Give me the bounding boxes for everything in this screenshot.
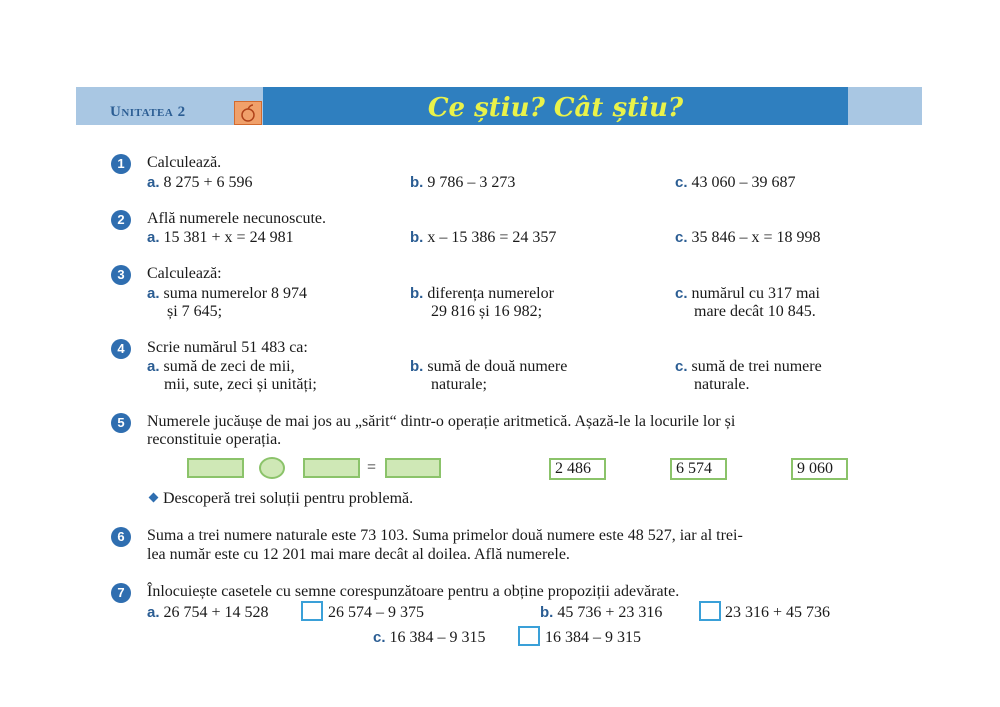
ex4-item-c-cont: naturale. (694, 376, 750, 393)
ex7-item-a-right: 26 574 – 9 375 (328, 604, 424, 621)
ex1-item-a: a. 8 275 + 6 596 (147, 174, 253, 191)
ex4-item-c: c. sumă de trei numere (675, 358, 822, 375)
page-title: Ce știu? Cât știu? (427, 93, 684, 123)
ex6-text-line2: lea număr este cu 12 201 mai mare decât al doilea. Află numerele. (147, 546, 570, 563)
bullet-diamond-icon (149, 493, 159, 503)
number-tile-3[interactable]: 9 060 (791, 458, 848, 480)
ex7-answer-box-c[interactable] (518, 626, 540, 646)
number-tile-2[interactable]: 6 574 (670, 458, 727, 480)
exercise-number-1: 1 (111, 154, 131, 174)
ex7-item-b-left: b. 45 736 + 23 316 (540, 604, 663, 621)
ex3-item-a-cont: și 7 645; (167, 303, 223, 320)
ex3-item-b-cont: 29 816 și 16 982; (431, 303, 543, 320)
exercise-number-4: 4 (111, 339, 131, 359)
ex2-item-c: c. 35 846 – x = 18 998 (675, 229, 821, 246)
operator-slot[interactable] (259, 457, 285, 479)
ex1-item-c: c. 43 060 – 39 687 (675, 174, 796, 191)
ex7-item-a-left: a. 26 754 + 14 528 (147, 604, 269, 621)
exercise-number-3: 3 (111, 265, 131, 285)
ex5-text-line2: reconstituie operația. (147, 431, 282, 448)
exercise-number-2: 2 (111, 210, 131, 230)
equals-sign: = (367, 459, 377, 476)
ex4-item-a-cont: mii, sute, zeci și unități; (164, 376, 317, 393)
operand-slot-1[interactable] (187, 458, 244, 478)
ex4-item-b: b. sumă de două numere (410, 358, 568, 375)
exercise-number-6: 6 (111, 527, 131, 547)
apple-icon (234, 101, 262, 125)
ex3-item-b: b. diferența numerelor (410, 285, 554, 302)
ex2-instruction: Află numerele necunoscute. (147, 210, 327, 227)
ex3-item-c-cont: mare decât 10 845. (694, 303, 816, 320)
ex3-item-a: a. suma numerelor 8 974 (147, 285, 308, 302)
ex7-item-b-right: 23 316 + 45 736 (725, 604, 831, 621)
result-slot[interactable] (385, 458, 441, 478)
ex3-instruction: Calculează: (147, 265, 222, 282)
number-tile-1[interactable]: 2 486 (549, 458, 606, 480)
ex5-text-line1: Numerele jucăușe de mai jos au „sărit“ dintr-o operație aritmetică. Așază-le la locurile lor și (147, 413, 736, 430)
ex2-item-a: a. 15 381 + x = 24 981 (147, 229, 294, 246)
exercise-number-7: 7 (111, 583, 131, 603)
ex3-item-c: c. numărul cu 317 mai (675, 285, 820, 302)
operand-slot-2[interactable] (303, 458, 360, 478)
ex4-instruction: Scrie numărul 51 483 ca: (147, 339, 308, 356)
ex1-instruction: Calculează. (147, 154, 222, 171)
ex7-answer-box-b[interactable] (699, 601, 721, 621)
ex7-instruction: Înlocuiește casetele cu semne corespunzătoare pentru a obține propoziții adevărate. (147, 583, 680, 600)
ex7-item-c-right: 16 384 – 9 315 (545, 629, 641, 646)
ex7-item-c-left: c. 16 384 – 9 315 (373, 629, 486, 646)
ex4-item-b-cont: naturale; (431, 376, 487, 393)
ex5-bullet-text: Descoperă trei soluții pentru problemă. (163, 490, 414, 507)
ex4-item-a: a. sumă de zeci de mii, (147, 358, 295, 375)
ex6-text-line1: Suma a trei numere naturale este 73 103. Suma primelor două numere este 48 527, iar al trei- (147, 527, 743, 544)
exercise-number-5: 5 (111, 413, 131, 433)
ex7-answer-box-a[interactable] (301, 601, 323, 621)
unit-label: Unitatea 2 (110, 104, 186, 120)
ex2-item-b: b. x – 15 386 = 24 357 (410, 229, 557, 246)
ex1-item-b: b. 9 786 – 3 273 (410, 174, 516, 191)
